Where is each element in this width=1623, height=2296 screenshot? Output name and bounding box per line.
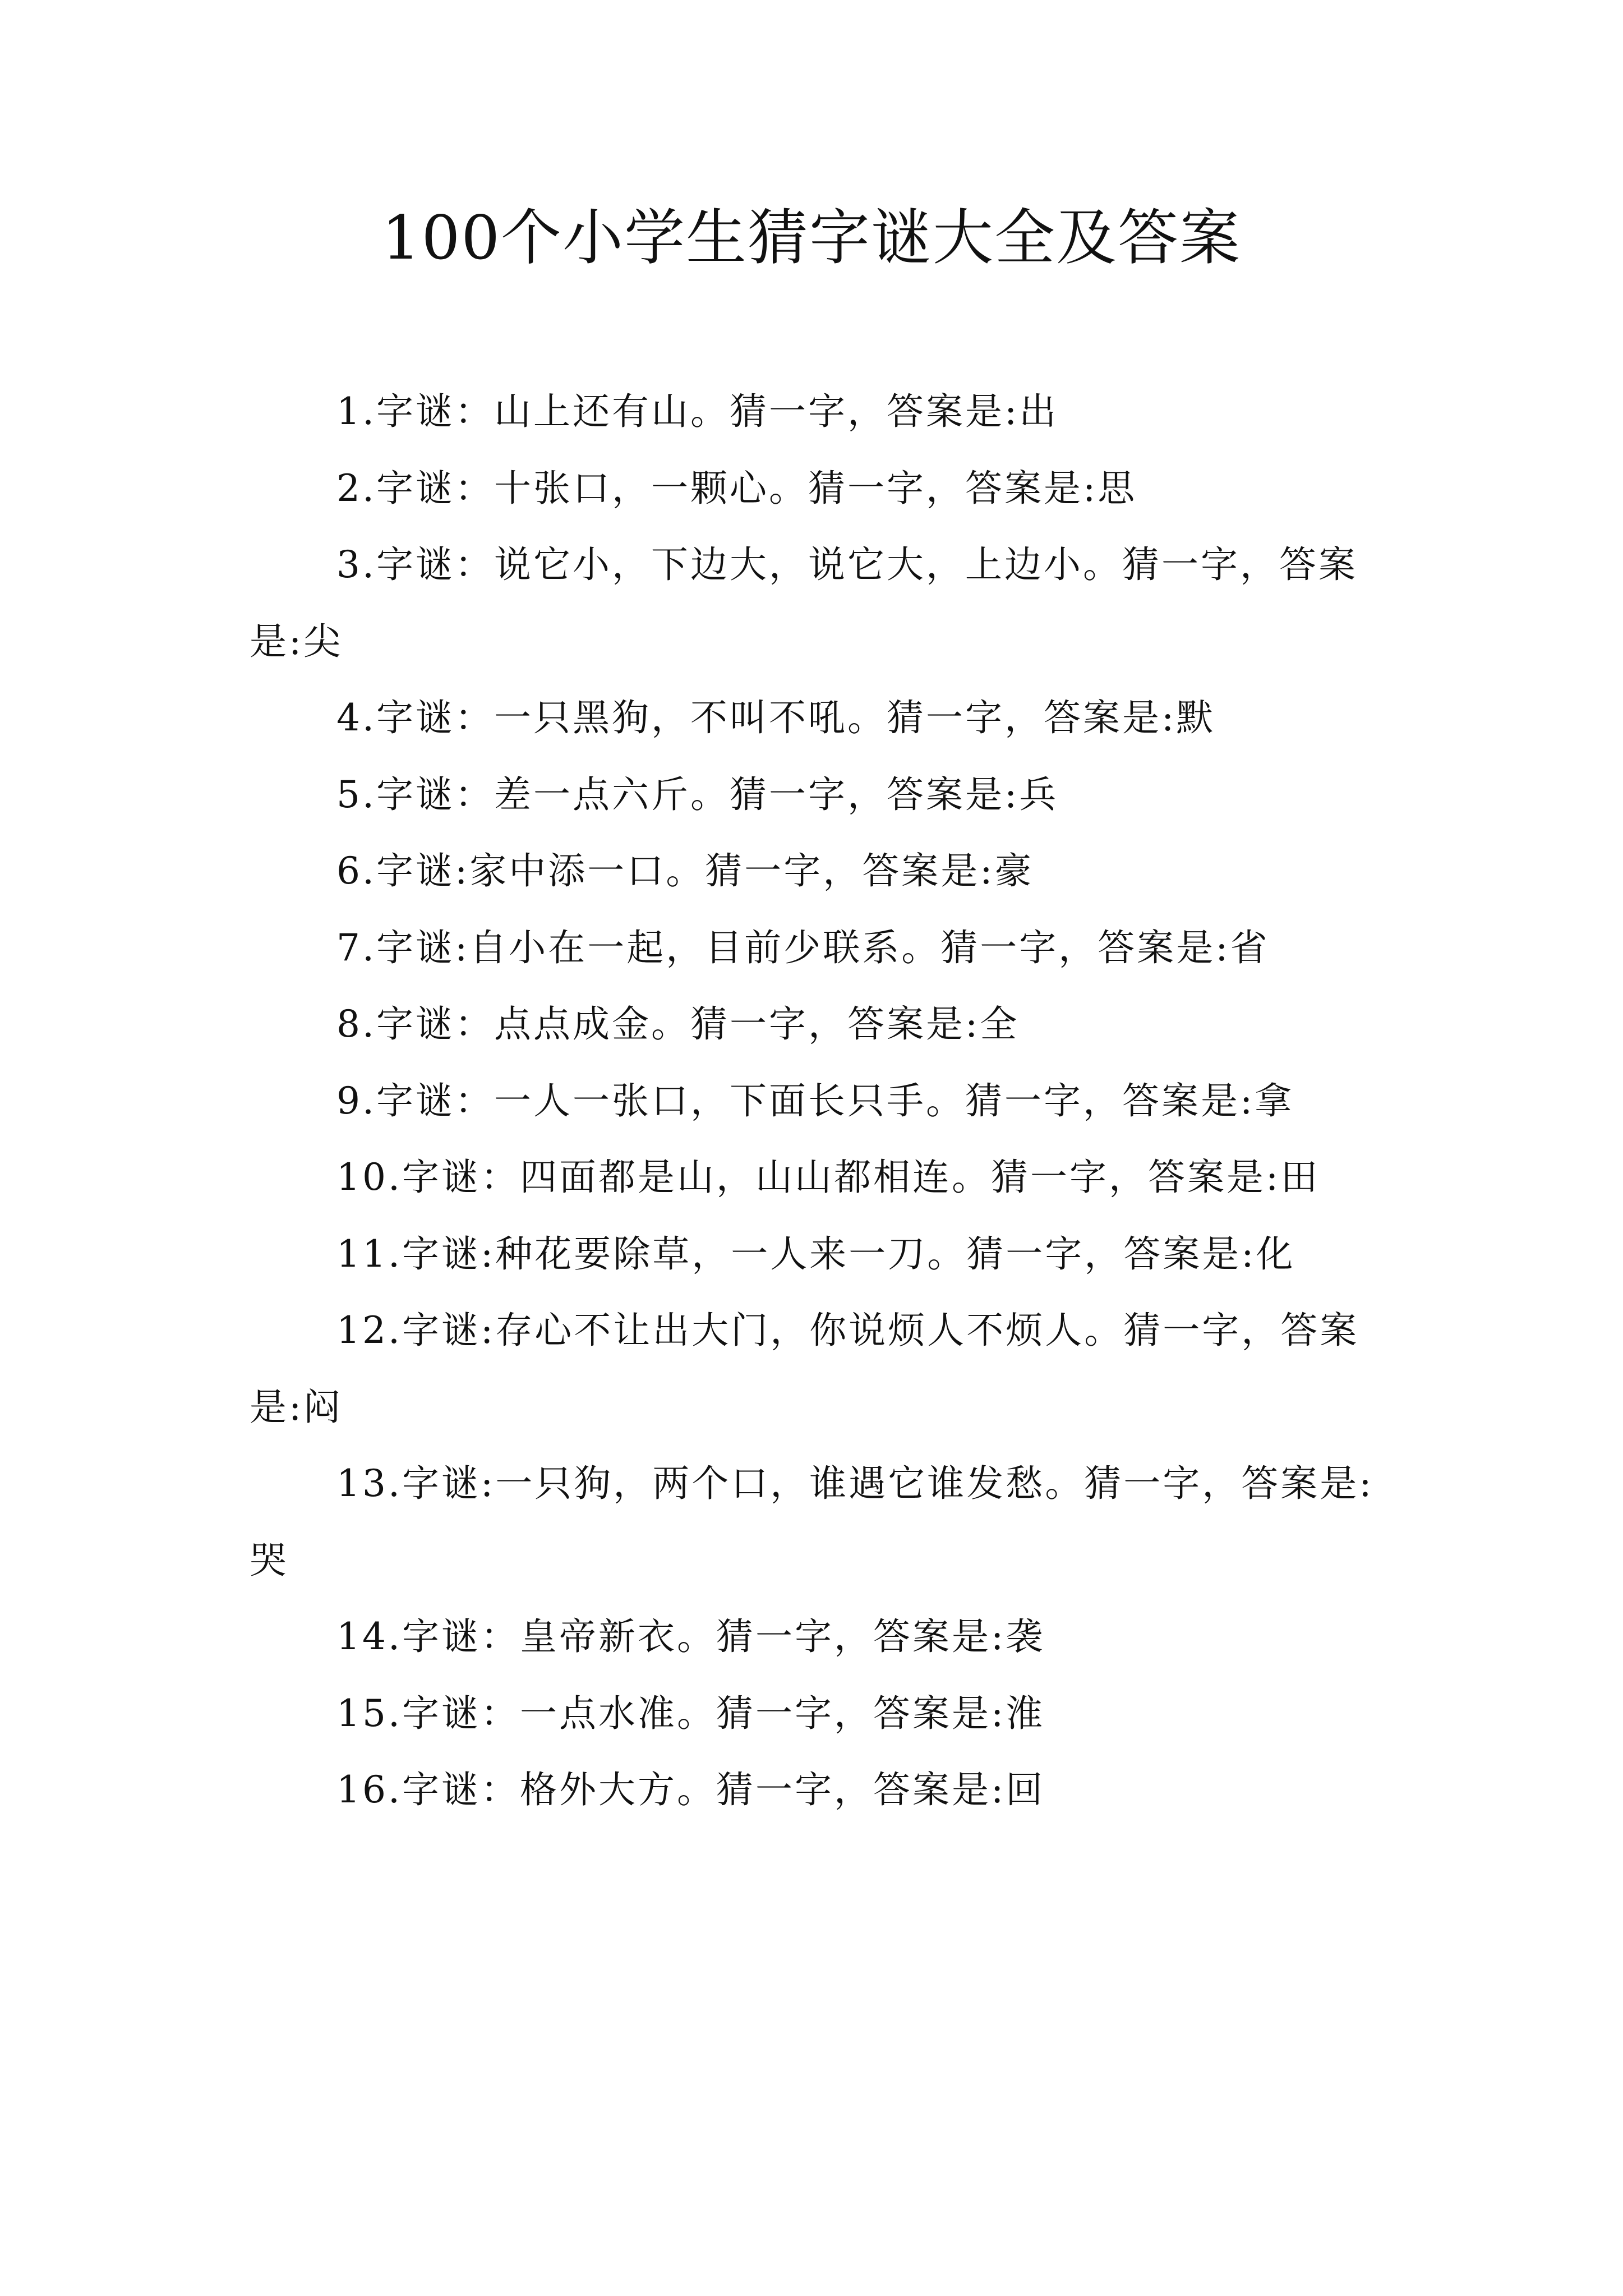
riddle-item: 14.字谜：皇帝新衣。猜一字，答案是:袭 <box>336 1615 1045 1658</box>
page-title: 100个小学生猜字谜大全及答案 <box>381 203 1242 273</box>
riddle-item: 3.字谜：说它小，下边大，说它大，上边小。猜一字，答案是:尖 <box>250 543 1358 663</box>
riddle-item: 4.字谜：一只黑狗，不叫不吼。猜一字，答案是:默 <box>336 696 1216 739</box>
riddle-item: 8.字谜：点点成金。猜一字，答案是:全 <box>336 1002 1020 1046</box>
riddle-item: 16.字谜：格外大方。猜一字，答案是:回 <box>336 1768 1045 1811</box>
riddle-item: 1.字谜：山上还有山。猜一字，答案是:出 <box>336 390 1059 433</box>
riddle-item: 12.字谜:存心不让出大门，你说烦人不烦人。猜一字，答案是:闷 <box>250 1309 1359 1429</box>
riddle-item: 15.字谜：一点水准。猜一字，答案是:淮 <box>336 1691 1045 1735</box>
riddle-item: 13.字谜:一只狗，两个口，谁遇它谁发愁。猜一字，答案是:哭 <box>250 1462 1374 1582</box>
riddle-item: 9.字谜：一人一张口，下面长只手。猜一字，答案是:拿 <box>336 1079 1294 1122</box>
riddle-item: 6.字谜:家中添一口。猜一字，答案是:豪 <box>336 849 1034 892</box>
riddle-list <box>250 374 1399 1829</box>
riddle-item: 2.字谜：十张口，一颗心。猜一字，答案是:思 <box>336 466 1137 510</box>
riddle-item: 7.字谜:自小在一起，目前少联系。猜一字，答案是:省 <box>336 926 1270 969</box>
riddle-item: 10.字谜：四面都是山，山山都相连。猜一字，答案是:田 <box>336 1156 1320 1199</box>
riddle-item: 11.字谜:种花要除草，一人来一刀。猜一字，答案是:化 <box>336 1232 1295 1276</box>
riddle-item: 5.字谜：差一点六斤。猜一字，答案是:兵 <box>336 772 1059 816</box>
